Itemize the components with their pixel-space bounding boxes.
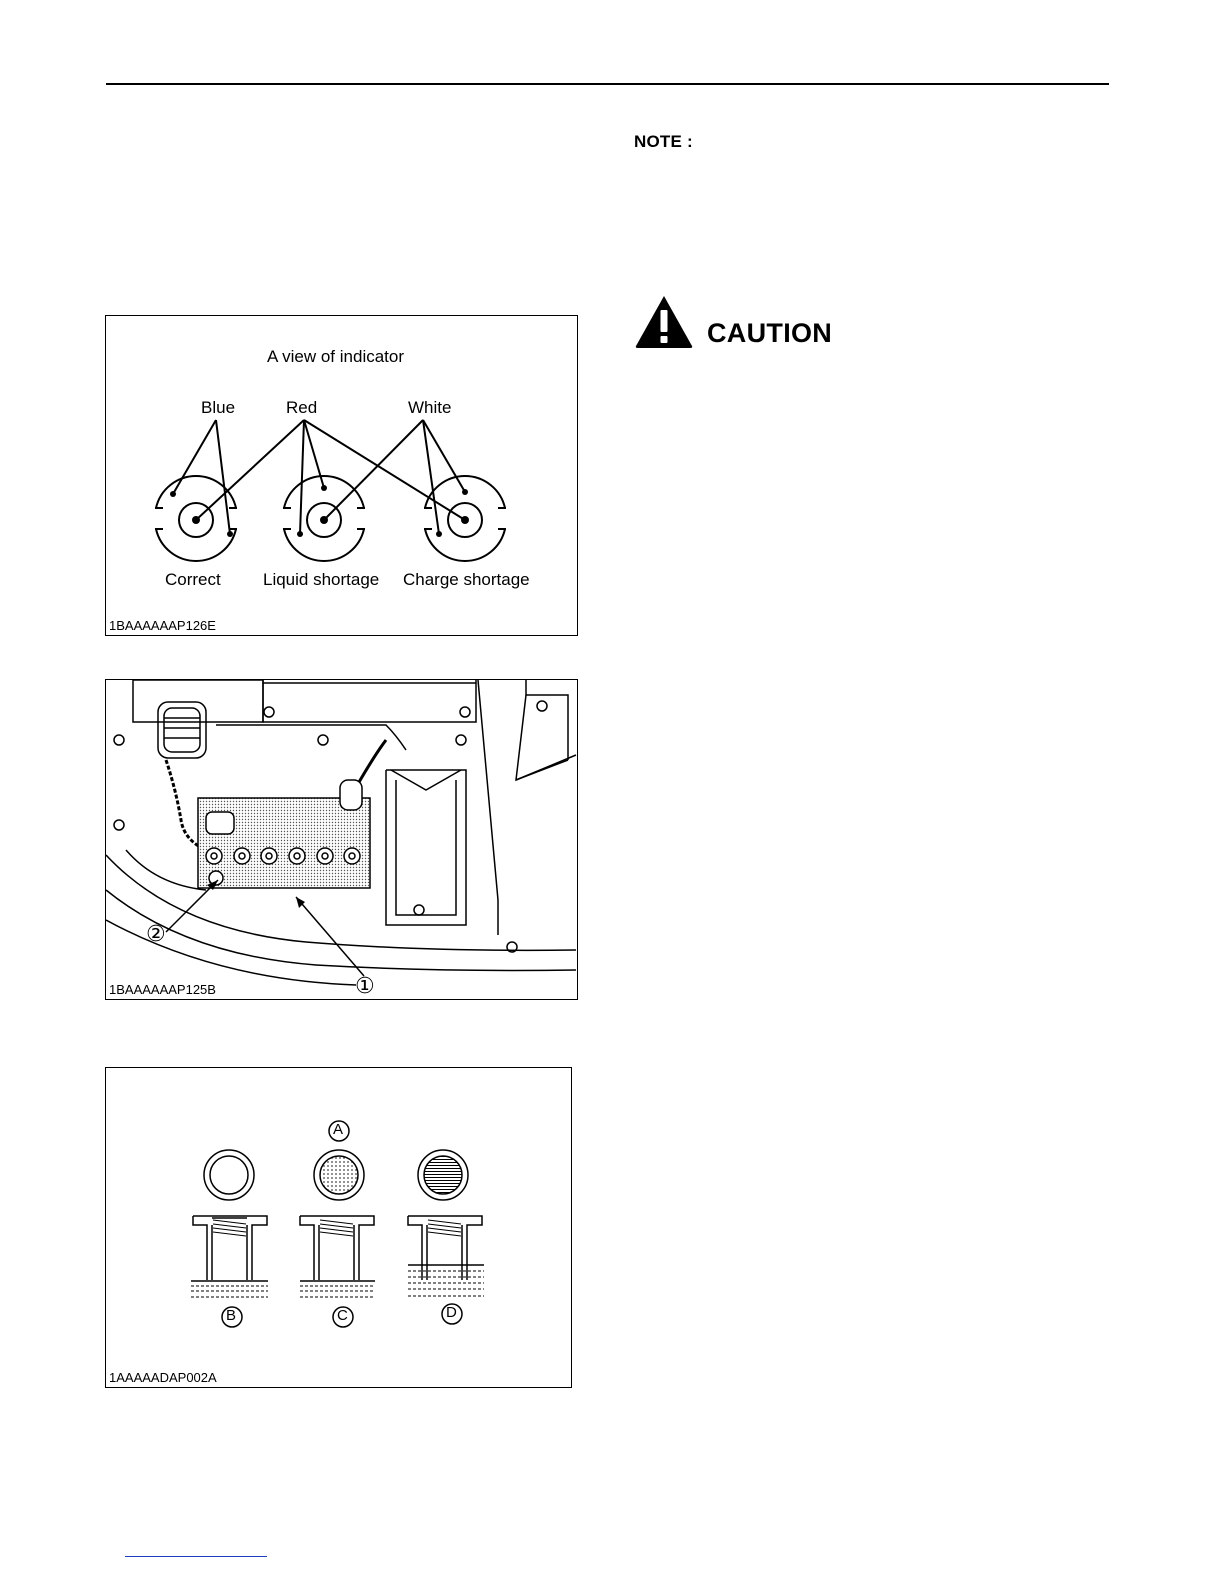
figure-code: 1BAAAAAAP126E <box>109 618 216 633</box>
label-a: A <box>333 1121 344 1138</box>
indicator-figure <box>105 315 578 636</box>
header-rule <box>106 83 1109 85</box>
blue-label: Blue <box>201 398 236 417</box>
red-label: Red <box>286 398 318 417</box>
figure-code: 1AAAAADAP002A <box>109 1370 217 1385</box>
warning-triangle-icon <box>634 294 694 350</box>
caution-block <box>634 294 854 354</box>
electrolyte-level-figure <box>105 1067 572 1388</box>
footer-link-underline[interactable] <box>125 1556 267 1557</box>
battery-illustration <box>106 680 577 999</box>
figure-code: 1BAAAAAAP125B <box>109 982 216 997</box>
battery-figure <box>105 679 578 1000</box>
label-c: C <box>337 1307 348 1324</box>
label-b: B <box>226 1307 237 1324</box>
label-d: D <box>446 1304 457 1321</box>
electrolyte-level-diagram <box>106 1068 571 1387</box>
callout-1: ① <box>355 973 375 998</box>
note-label: NOTE : <box>634 132 693 151</box>
indicator-title: A view of indicator <box>267 347 405 366</box>
liquid-shortage-label: Liquid shortage <box>263 570 380 589</box>
white-label: White <box>408 398 452 417</box>
callout-2: ② <box>146 921 166 946</box>
caution-label: CAUTION <box>707 318 833 348</box>
charge-shortage-label: Charge shortage <box>403 570 530 589</box>
correct-label: Correct <box>165 570 221 589</box>
